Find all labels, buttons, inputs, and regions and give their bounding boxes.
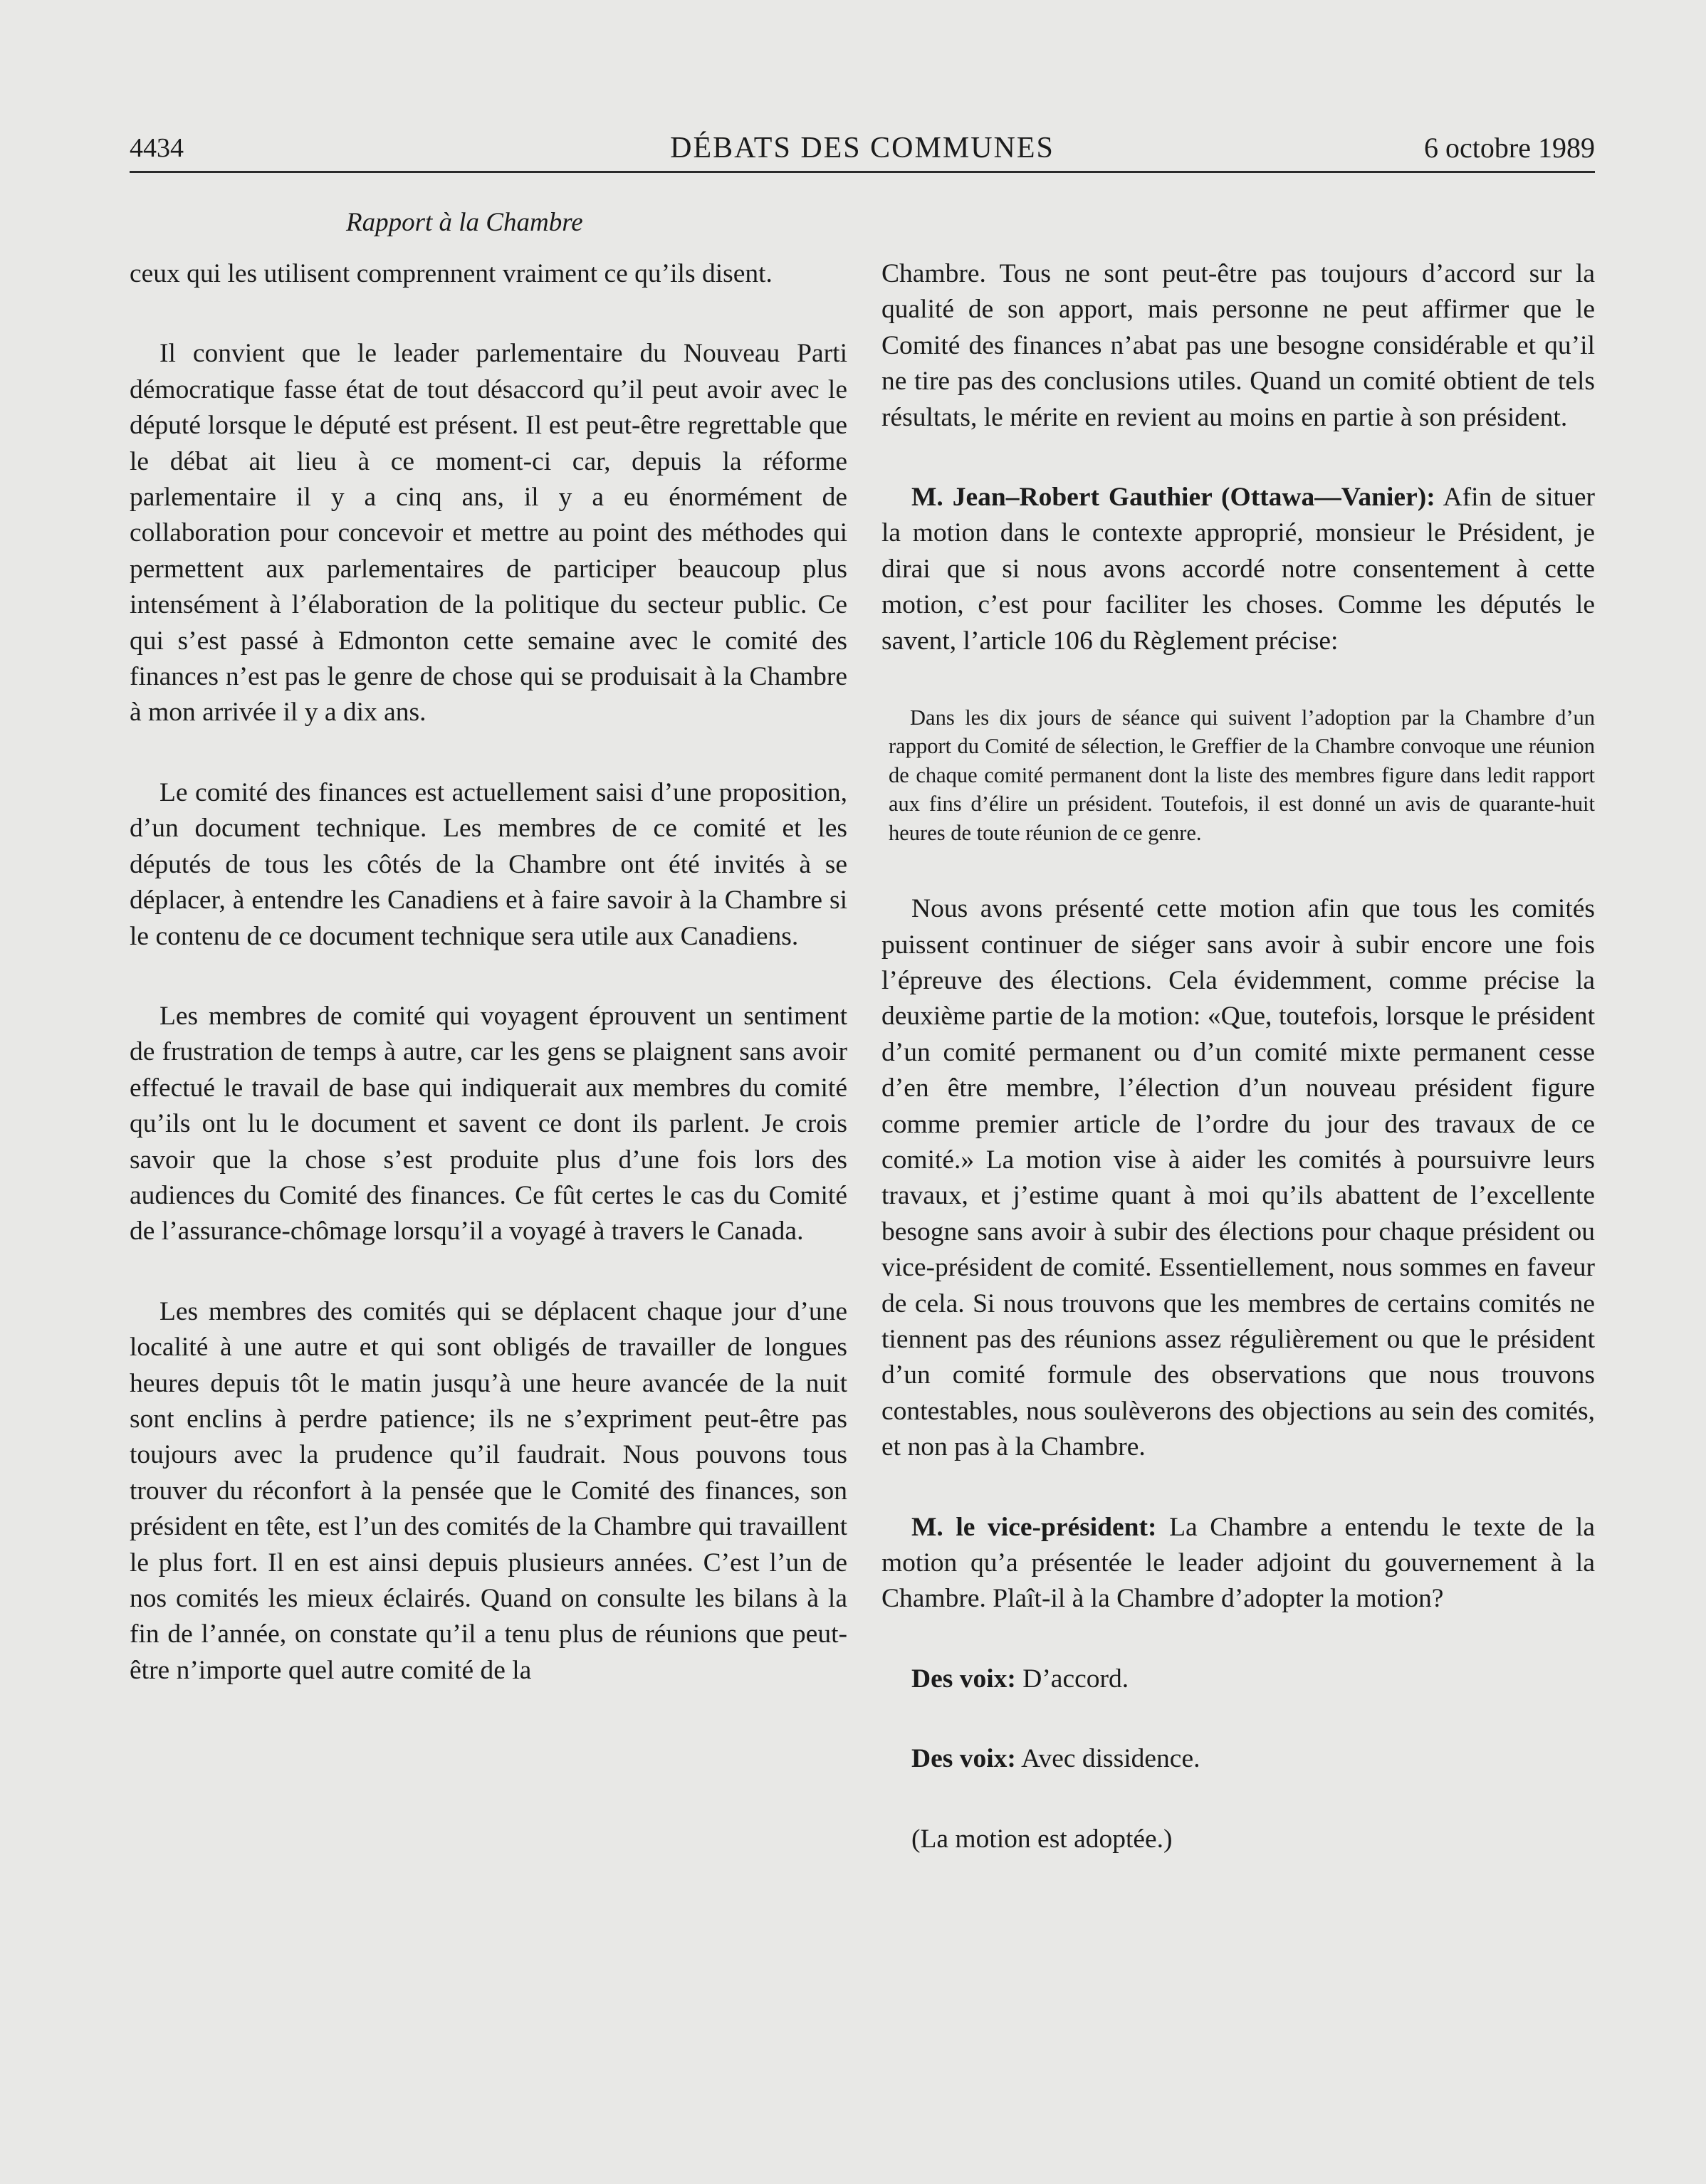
publication-date: 6 octobre 1989 [1424,132,1595,164]
voices-dissent [881,1741,1595,1777]
paragraph: ceux qui les utilisent comprennent vraiment ce qu’ils disent. [130,259,773,288]
speech-text: Afin de situer la motion dans le contexte approprié, monsieur le Président, je dirai que si nous avons accordé notre consentement à cette motion, c’est pour faciliter les choses. Comme les députés le savent, l’article 106 du Règlement précise: [881,483,1595,656]
paragraph: Nous avons présenté cette motion afin que tous les comités puissent continuer de siéger sans avoir à subir encore une fois l’épreuve des élections. Cela évidemment, comme précise la deuxième partie de la motion: «Que, toutefois, lorsque le président d’un comité permanent ou d’un comité mixte permanent cesse d’en être membre, l’élection d’un nouveau président figure comme premier article de l’ordre du jour des travaux de ce comité.» La motion vise à aider les comités à poursuivre leurs travaux, et j’estime quant à moi qu’ils abattent de l’excellente besogne sans avoir à subir des élections pour chaque président ou vice-président de comité. Essentiellement, nous sommes en faveur de cela. Si nous trouvons que les membres de certains comités ne tiennent pas des réunions assez régulièrement ou que le président d’un comité formule des observations que nous trouvons contestables, nous soulèverons des objections au sein des comités, et non pas à la Chambre. [881,894,1595,1462]
motion-result: (La motion est adoptée.) [911,1824,1173,1854]
speaker-name: Des voix: [911,1744,1016,1774]
speaker-name: M. le vice-président: [911,1512,1157,1542]
paragraph: Le comité des finances est actuellement saisi d’une proposition, d’un document technique. Les membres de ce comité et les députés de tous les côtés de la Chambre ont été invités à se déplacer, à entendre les Canadiens et à faire savoir à la Chambre si le contenu de ce document technique sera utile aux Canadiens. [130,777,847,951]
right-column [881,256,1595,1901]
paragraph: Il convient que le leader parlementaire du Nouveau Parti démocratique fasse état de tout désaccord qu’il peut avoir avec le député lorsque le député est présent. Il est peut-être regrettable que le débat ait lieu à ce moment-ci car, depuis la réforme parlementaire il y a cinq ans, il y a eu énormément de collaboration pour concevoir et mettre au point des méthodes qui permettent aux parlementaires de participer beaucoup plus intensément à l’élaboration de la politique du secteur public. Ce qui s’est passé à Edmonton cette semaine avec le comité des finances n’est pas le genre de chose qui se produisait à la Chambre à mon arrivée il y a dix ans. [130,339,847,728]
speech-gauthier [881,480,1595,659]
page-header [130,127,1595,173]
speech-text: D’accord. [1015,1664,1129,1694]
speech-text: La Chambre a entendu le texte de la motion qu’a présentée le leader adjoint du gouvernement à la Chambre. Plaît-il à la Chambre d’adopter la motion? [881,1512,1595,1614]
page-number: 4434 [130,133,184,163]
paragraph: Les membres des comités qui se déplacent chaque jour d’une localité à une autre et qui sont obligés de travailler de longues heures depuis tôt le matin jusqu’à une heure avancée de la nuit sont enclins à perdre patience; ils ne s’expriment peut-être pas toujours avec la prudence qu’il faudrait. Nous pouvons tous trouver du réconfort à la pensée que le Comité des finances, son président en tête, est l’un des comités de la Chambre qui travaillent le plus fort. Il en est ainsi depuis plusieurs années. C’est l’un de nos comités les mieux éclairés. Quand on consulte les bilans à la fin de l’année, on constate qu’il a tenu plus de réunions que peut-être n’importe quel autre comité de la [130,1296,848,1685]
speaker-name: Des voix: [911,1664,1016,1694]
left-column [130,256,847,1733]
publication-title: DÉBATS DES COMMUNES [670,132,1055,164]
standing-order-quote: Dans les dix jours de séance qui suivent l’adoption par la Chambre d’un rapport du Comité de sélection, le Greffier de la Chambre convoque une réunion de chaque comité permanent dont la liste des membres figure dans ledit rapport aux fins d’élire un président. Toutefois, il est donné un avis de quarante-huit heures de toute réunion de ce genre. [889,705,1595,845]
paragraph: Les membres de comité qui voyagent éprouvent un sentiment de frustration de temps à autre, car les gens se plaignent sans avoir effectué le travail de base qui indiquerait aux membres du comité qu’ils ont lu le document et savent ce dont ils parlent. Je crois savoir que la chose s’est produite plus d’une fois lors des audiences du Comité des finances. Ce fût certes le cas du Comité de l’assurance-chômage lorsqu’il a voyagé à travers le Canada. [130,1001,847,1246]
speaker-name: M. Jean–Robert Gauthier (Ottawa—Vanier): [911,483,1435,513]
voices-agreed [881,1661,1595,1697]
paragraph: Chambre. Tous ne sont peut-être pas toujours d’accord sur la qualité de son apport, mais personne ne peut affirmer que le Comité des finances n’abat pas une besogne considérable et qu’il ne tire pas des conclusions utiles. Quand un comité obtient de tels résultats, le mérite en revient au moins en partie à son président. [881,259,1595,432]
section-title: Rapport à la Chambre [346,208,583,237]
speech-vice-president [881,1510,1595,1617]
speech-text: Avec dissidence. [1015,1744,1200,1774]
